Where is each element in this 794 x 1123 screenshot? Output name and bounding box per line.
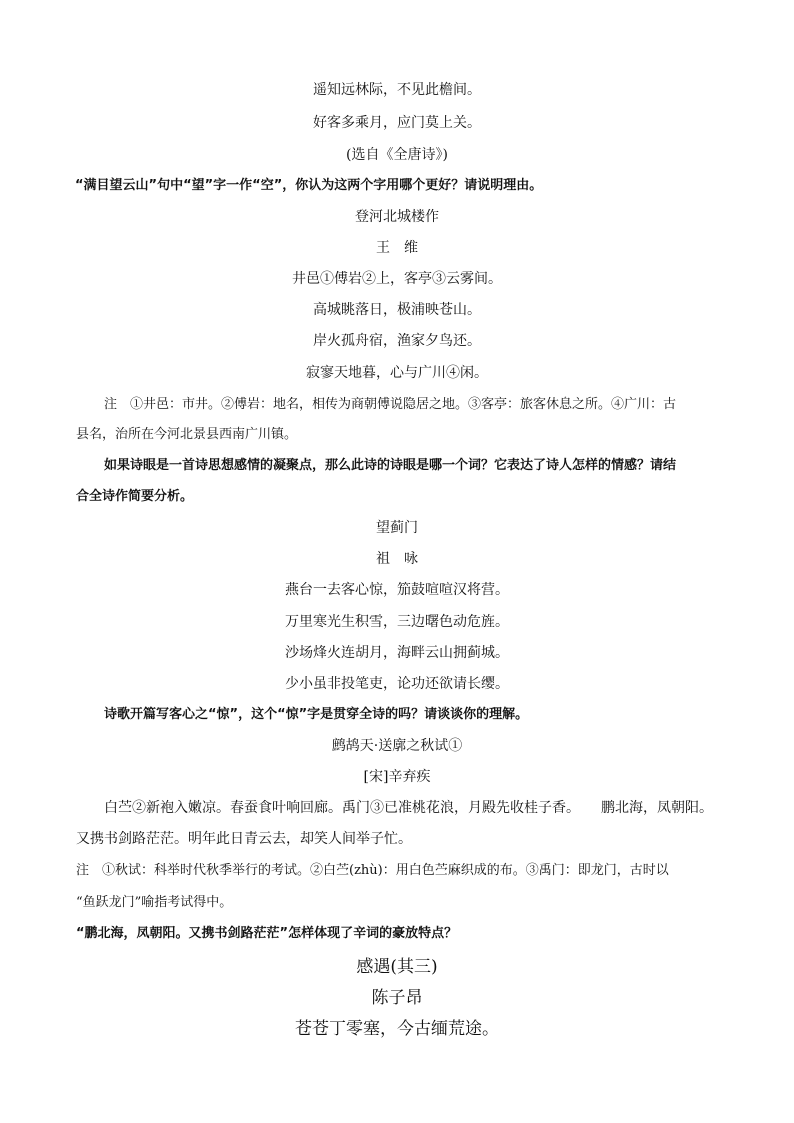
- poem3-line-3: 沙场烽火连胡月，海畔云山拥蓟城。: [285, 645, 509, 661]
- poem3-line-4: 少小虽非投笔吏，论功还欲请长缨。: [285, 676, 509, 692]
- poem1-question: “满目望云山”句中“望”字一作“空”，你认为这两个字用哪个更好？请说明理由。: [75, 178, 543, 193]
- poem3-line-1: 燕台一去客心惊，笳鼓喧喧汉将营。: [285, 582, 509, 598]
- poem4-note-line-1: 注 ①秋试：科举时代秋季举行的考试。②白苎(zhù)：用白色苎麻织成的布。③禹门：即龙门，古时以: [76, 863, 669, 878]
- poem2-question-line-1: 如果诗眼是一首诗思想感情的凝聚点，那么此诗的诗眼是哪一个词？它表达了诗人怎样的情感？请结: [104, 458, 677, 473]
- poem3-question: 诗歌开篇写客心之“惊”，这个“惊”字是贯穿全诗的吗？请谈谈你的理解。: [104, 707, 529, 722]
- poem2-question-line-2: 合全诗作简要分析。: [76, 489, 194, 504]
- poem2-line-2: 高城眺落日，极浦映苍山。: [313, 302, 481, 318]
- poem3-title: 望蓟门: [376, 520, 418, 536]
- poem4-title: 鹧鸪天·送廓之秋试①: [331, 738, 463, 754]
- poem4-body-line-2: 又携书剑路茫茫。明年此日青云去，却笑人间举子忙。: [76, 831, 412, 847]
- poem1-source: (选自《全唐诗》): [346, 147, 448, 163]
- poem2-line-1: 井邑①傅岩②上，客亭③云雾间。: [292, 271, 502, 287]
- poem2-author: 王 维: [376, 240, 418, 256]
- poem2-note-line-1: 注 ①井邑：市井。②傅岩：地名，相传为商朝傅说隐居之地。③客亭：旅客休息之所。④广川：古: [104, 397, 677, 412]
- poem4-note-line-2: “鱼跃龙门”喻指考试得中。: [76, 895, 233, 910]
- poem4-question: “鹏北海，凤朝阳。又携书剑路茫茫”怎样体现了辛词的豪放特点？: [76, 926, 458, 941]
- poem3-author: 祖 咏: [376, 551, 418, 567]
- poem1-line-1: 遥知远林际，不见此檐间。: [313, 82, 481, 98]
- poem2-note-line-2: 县名，治所在今河北景县西南广川镇。: [76, 427, 298, 442]
- poem5-author: 陈子昂: [371, 988, 423, 1008]
- poem4-author: [宋]辛弃疾: [363, 769, 431, 785]
- poem1-line-2: 好客多乘月，应门莫上关。: [313, 115, 481, 131]
- poem2-title: 登河北城楼作: [355, 209, 439, 225]
- poem2-line-4: 寂寥天地暮，心与广川④闲。: [306, 365, 488, 381]
- poem3-line-2: 万里寒光生积雪，三边曙色动危旌。: [285, 614, 509, 630]
- poem2-line-3: 岸火孤舟宿，渔家夕鸟还。: [313, 333, 481, 349]
- poem4-body-line-1: 白苎②新袍入嫩凉。春蚕食叶响回廊。禹门③已准桃花浪，月殿先收桂子香。 鹏北海，凤朝阳。: [104, 800, 713, 816]
- poem5-title: 感遇(其三): [356, 957, 438, 977]
- poem5-line-1: 苍苍丁零塞，今古缅荒途。: [295, 1019, 499, 1039]
